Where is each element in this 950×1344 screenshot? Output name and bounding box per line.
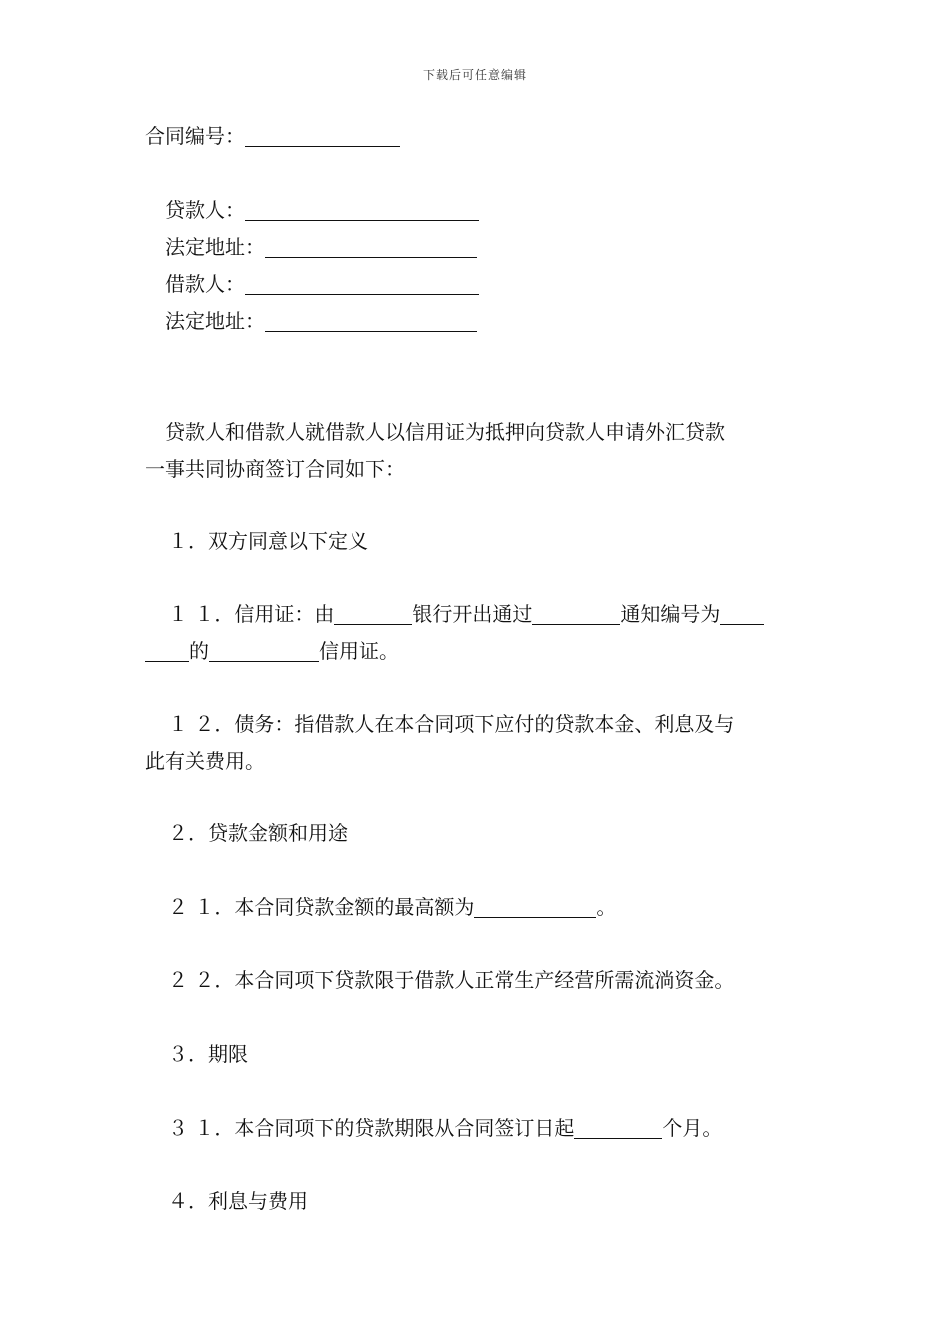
clause-1-1-number-blank-a <box>720 602 764 625</box>
clause-3-1-months-blank <box>574 1116 662 1139</box>
lender-blank <box>245 198 479 221</box>
clause-1-1-text-b: 银行开出通过 <box>412 602 533 626</box>
clause-1-2-line-2: 此有关费用。 <box>145 749 265 773</box>
section-2-title: ２．贷款金额和用途 <box>168 821 348 845</box>
borrower-address-label: 法定地址： <box>165 309 265 333</box>
clause-1-2-line-1: １ ２．债务：指借款人在本合同项下应付的贷款本金、利息及与 <box>168 712 735 736</box>
clause-1-1-lc-blank <box>209 639 319 662</box>
contract-number-label: 合同编号： <box>145 124 245 148</box>
lender-address-label: 法定地址： <box>165 235 265 259</box>
clause-2-1 <box>168 889 833 925</box>
clause-1-1-line-1 <box>168 596 833 632</box>
clause-1-1-number-blank-b <box>145 639 189 662</box>
clause-2-1-amount-blank <box>474 895 596 918</box>
borrower-blank <box>245 272 479 295</box>
borrower-address-blank <box>265 309 477 332</box>
clause-3-1 <box>168 1110 833 1146</box>
contract-number-row <box>145 118 810 154</box>
clause-2-1-text-a: ２ １．本合同贷款金额的最高额为 <box>168 895 475 919</box>
borrower-row <box>165 266 830 302</box>
download-note: 下载后可任意编辑 <box>422 68 527 82</box>
lender-address-row <box>165 229 830 265</box>
intro-line-2: 一事共同协商签订合同如下： <box>145 457 405 481</box>
clause-1-1-text-a: １ １．信用证：由 <box>168 602 335 626</box>
lender-address-blank <box>265 235 477 258</box>
clause-1-1-bank-blank <box>334 602 412 625</box>
clause-1-1-text-c: 通知编号为 <box>620 602 721 626</box>
clause-1-1-text-e: 信用证。 <box>319 639 399 663</box>
clause-3-1-text-b: 个月。 <box>662 1116 723 1140</box>
contract-number-blank <box>245 124 400 147</box>
section-1-title: １．双方同意以下定义 <box>168 529 368 553</box>
section-4-title: ４．利息与费用 <box>168 1189 308 1213</box>
clause-1-1-line-2 <box>145 633 810 669</box>
clause-1-1-text-d: 的 <box>189 639 209 663</box>
lender-row <box>165 192 830 228</box>
borrower-label: 借款人： <box>165 272 245 296</box>
intro-line-1: 贷款人和借款人就借款人以信用证为抵押向贷款人申请外汇贷款 <box>165 420 725 444</box>
section-3-title: ３．期限 <box>168 1042 248 1066</box>
clause-3-1-text-a: ３ １．本合同项下的贷款期限从合同签订日起 <box>168 1116 575 1140</box>
lender-label: 贷款人： <box>165 198 245 222</box>
clause-2-2: ２ ２．本合同项下贷款限于借款人正常生产经营所需流淌资金。 <box>168 968 735 992</box>
clause-1-1-via-blank <box>532 602 620 625</box>
borrower-address-row <box>165 303 830 339</box>
clause-2-1-text-b: 。 <box>596 895 617 919</box>
